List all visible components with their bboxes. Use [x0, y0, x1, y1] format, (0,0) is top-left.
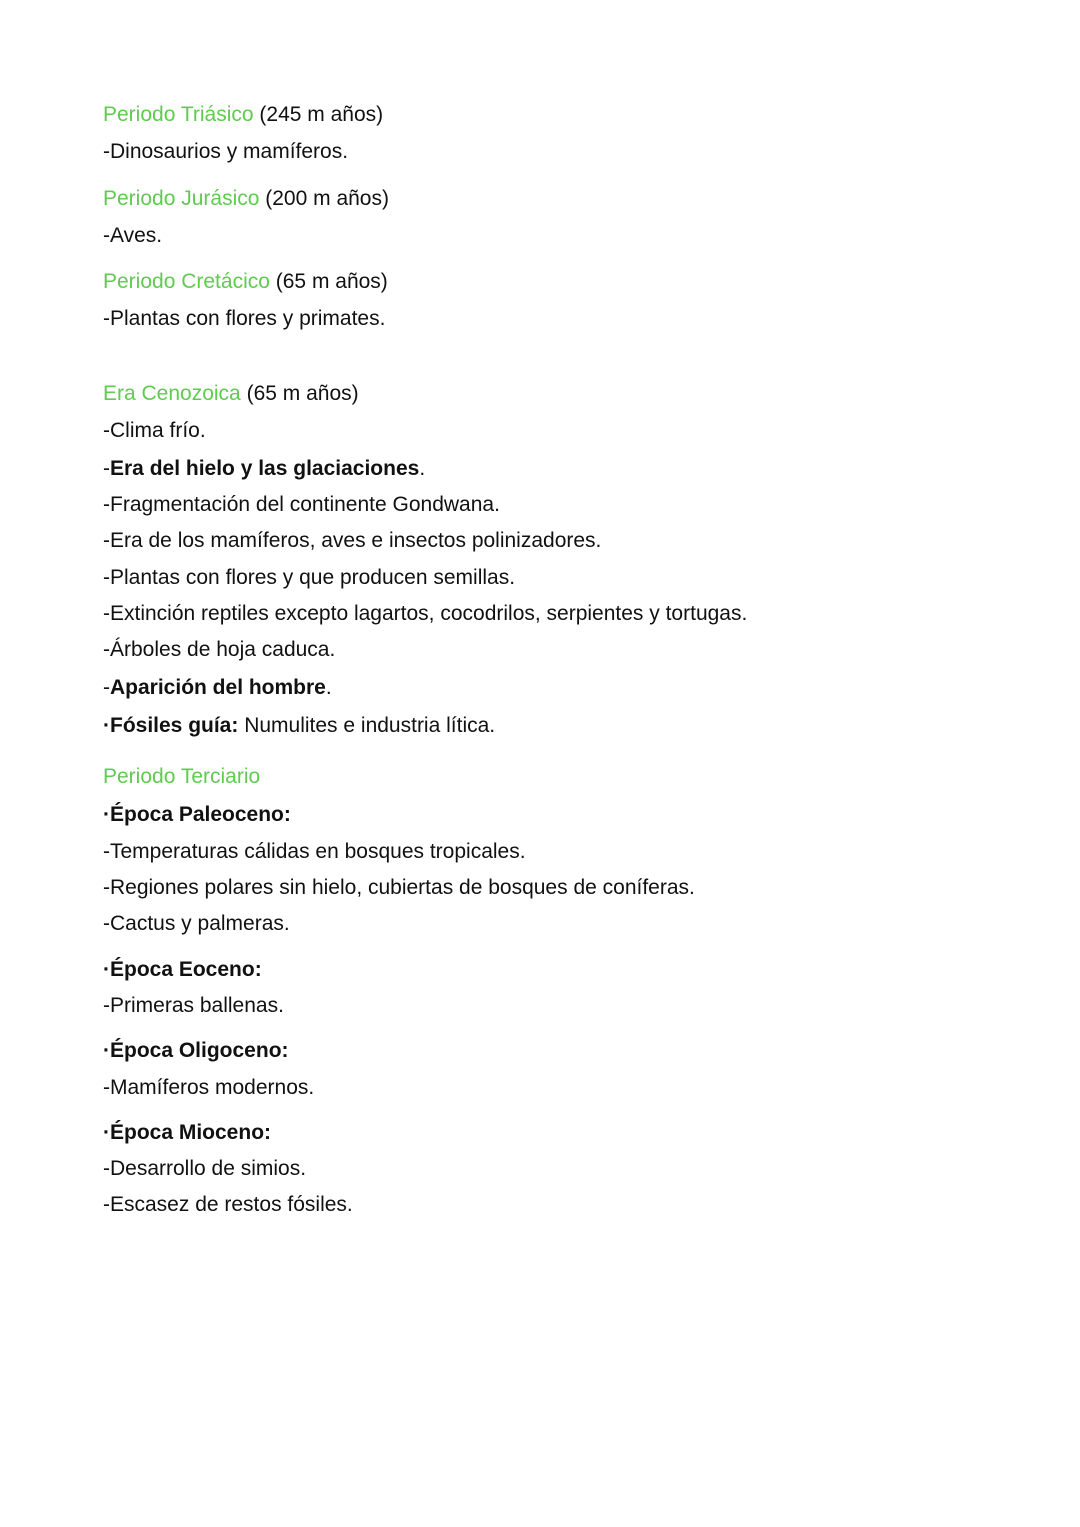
- cenozoica-item-arboles: -Árboles de hoja caduca.: [103, 638, 336, 661]
- paleoceno-item-temperaturas: -Temperaturas cálidas en bosques tropicales.: [103, 840, 526, 863]
- cenozoica-item-plantas: -Plantas con flores y que producen semillas.: [103, 566, 516, 589]
- cenozoica-item-hombre-dash: -: [103, 676, 110, 699]
- terciario-heading: Periodo Terciario: [103, 765, 261, 788]
- cenozoica-fossils-text: Numulites e industria lítica.: [238, 714, 496, 737]
- cenozoica-item-hielo-bold: Era del hielo y las glaciaciones: [110, 457, 420, 480]
- paleoceno-item-cactus: -Cactus y palmeras.: [103, 912, 290, 935]
- jurasico-heading-line: [103, 186, 389, 212]
- cretacico-age: (65 m años): [269, 270, 388, 293]
- oligoceno-item-mamiferos: -Mamíferos modernos.: [103, 1076, 315, 1099]
- cretacico-item: -Plantas con flores y primates.: [103, 307, 386, 330]
- mioceno-item-fosiles: -Escasez de restos fósiles.: [103, 1193, 353, 1216]
- cenozoica-item-hombre-bold: Aparición del hombre: [110, 676, 326, 699]
- cenozoica-heading: Era Cenozoica: [103, 382, 241, 405]
- cenozoica-item-hielo: [103, 456, 425, 482]
- cenozoica-fossils-label: ·Fósiles guía:: [103, 714, 239, 737]
- eoceno-item-ballenas: -Primeras ballenas.: [103, 994, 284, 1017]
- cenozoica-item-clima: -Clima frío.: [103, 419, 206, 442]
- cenozoica-fossils: [103, 713, 495, 739]
- cenozoica-item-hombre-end: .: [325, 676, 332, 699]
- jurasico-heading: Periodo Jurásico: [103, 187, 260, 210]
- cenozoica-item-hielo-end: .: [419, 457, 426, 480]
- paleoceno-item-regiones: -Regiones polares sin hielo, cubiertas de bosques de coníferas.: [103, 876, 695, 899]
- mioceno-item-simios: -Desarrollo de simios.: [103, 1157, 307, 1180]
- triasico-item: -Dinosaurios y mamíferos.: [103, 140, 349, 163]
- eoceno-title: ·Época Eoceno:: [103, 958, 262, 981]
- jurasico-item: -Aves.: [103, 224, 163, 247]
- cenozoica-item-hombre: [103, 675, 332, 701]
- cenozoica-age: (65 m años): [240, 382, 359, 405]
- cenozoica-heading-line: [103, 381, 359, 407]
- triasico-heading: Periodo Triásico: [103, 103, 254, 126]
- mioceno-title: ·Época Mioceno:: [103, 1121, 272, 1144]
- triasico-age: (245 m años): [253, 103, 384, 126]
- cenozoica-item-mamiferos: -Era de los mamíferos, aves e insectos polinizadores.: [103, 529, 602, 552]
- cenozoica-item-hielo-dash: -: [103, 457, 110, 480]
- paleoceno-title: ·Época Paleoceno:: [103, 803, 291, 826]
- cretacico-heading: Periodo Cretácico: [103, 270, 270, 293]
- jurasico-age: (200 m años): [259, 187, 389, 210]
- oligoceno-title: ·Época Oligoceno:: [103, 1039, 289, 1062]
- triasico-heading-line: [103, 102, 383, 128]
- cretacico-heading-line: [103, 269, 388, 295]
- cenozoica-item-extincion: -Extinción reptiles excepto lagartos, cocodrilos, serpientes y tortugas.: [103, 602, 748, 625]
- cenozoica-item-gondwana: -Fragmentación del continente Gondwana.: [103, 493, 500, 516]
